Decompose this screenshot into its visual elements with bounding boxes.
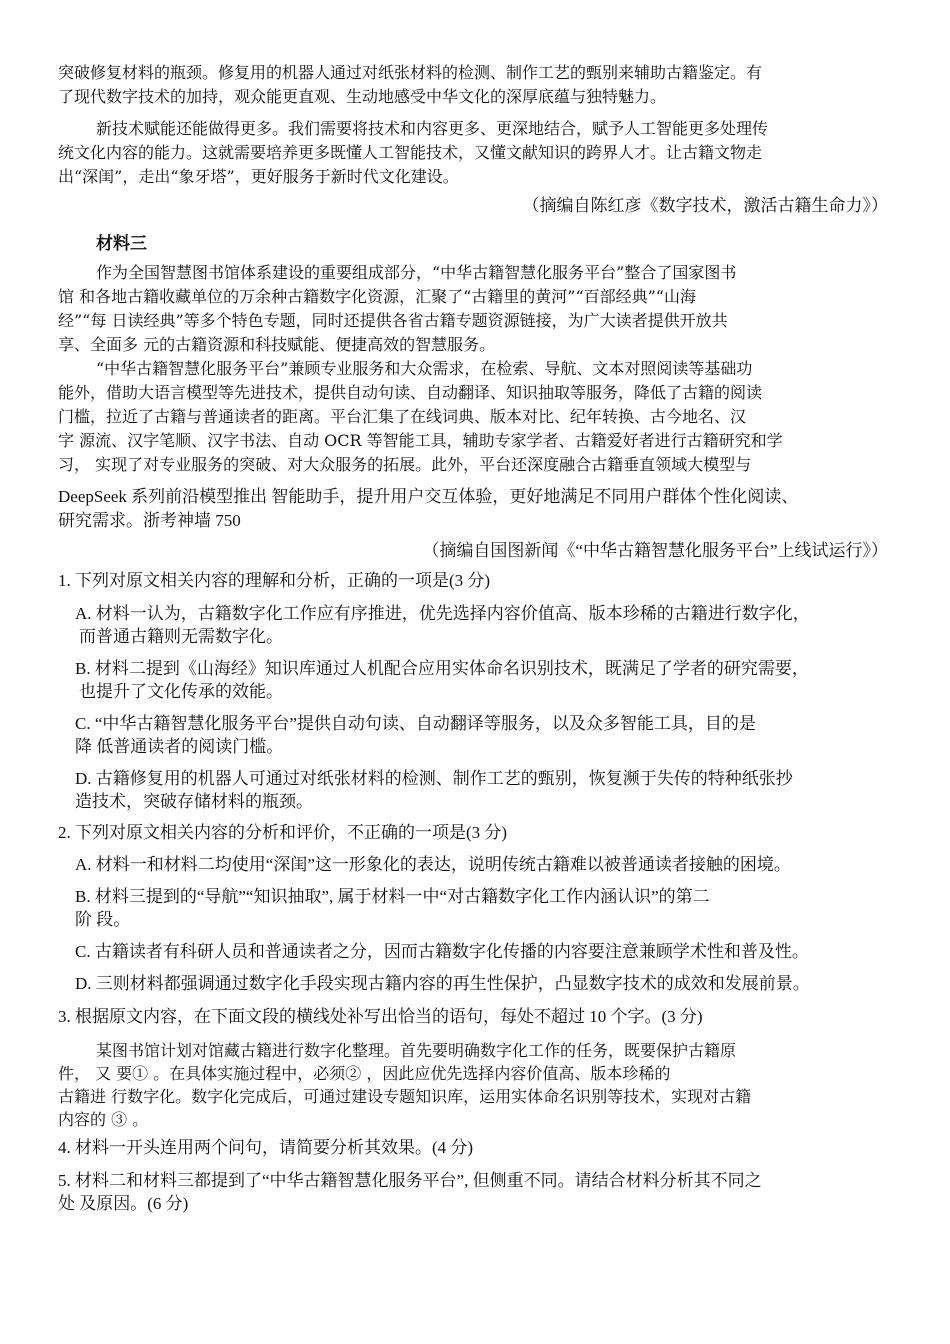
text-line: 经”“每 日读经典”等多个特色专题，同时还提供各省古籍专题资源链接，为广大读者提供开放共: [58, 311, 728, 330]
option-d: D. 三则材料都强调通过数字化手段实现古籍内容的再生性保护，凸显数字技术的成效和发展前景。: [75, 974, 810, 993]
text-line: 门槛，拉近了古籍与普通读者的距离。平台汇集了在线词典、版本对比、纪年转换、古今地名、汉: [58, 407, 747, 426]
text-line: 习， 实现了对专业服务的突破、对大众服务的拓展。此外，平台还深度融合古籍垂直领域大模型与: [58, 455, 752, 474]
question-stem: 1. 下列对原文相关内容的理解和分析，正确的一项是(3 分): [58, 571, 491, 590]
section-heading: 材料三: [96, 234, 147, 253]
text-line: 古籍进 行数字化。数字化完成后，可通过建设专题知识库，运用实体命名识别等技术，实现对古籍: [58, 1087, 752, 1106]
option-a: A. 材料一认为，古籍数字化工作应有序推进，优先选择内容价值高、版本珍稀的古籍进行数字化，: [75, 604, 810, 623]
text-line: 内容的 ③ 。: [58, 1110, 149, 1129]
text-line: 新技术赋能还能做得更多。我们需要将技术和内容更多、更深地结合，赋予人工智能更多处理传: [96, 119, 769, 138]
text-line: 突破修复材料的瓶颈。修复用的机器人通过对纸张材料的检测、制作工艺的甄别来辅助古籍鉴定。有: [58, 63, 763, 82]
text-line: 作为全国智慧图书馆体系建设的重要组成部分，“中华古籍智慧化服务平台”整合了国家图书: [96, 263, 737, 282]
question-stem: 4. 材料一开头连用两个问句，请简要分析其效果。(4 分): [58, 1138, 474, 1157]
text-line: 研究需求。浙考神墙 750: [58, 511, 241, 530]
source-citation: （摘编自国图新闻《“中华古籍智慧化服务平台”上线试运行》）: [422, 541, 888, 560]
source-citation: （摘编自陈红彦《数字技术，激活古籍生命力》）: [522, 196, 888, 215]
text-line: 了现代数字技术的加持，观众能更直观、生动地感受中华文化的深厚底蕴与独特魅力。: [58, 87, 667, 106]
option-c-cont: 降 低普通读者的阅读门槛。: [75, 737, 284, 756]
option-b: B. 材料三提到的“导航”“知识抽取”, 属于材料一中“对古籍数字化工作内涵认识”的第二: [75, 887, 710, 906]
text-line: 字 源流、汉字笔顺、汉字书法、自动 OCR 等智能工具，辅助专家学者、古籍爱好者进行古籍研究和学: [58, 431, 783, 450]
text-line: 件， 又 要① 。在具体实施过程中，必须② ，因此应优先选择内容价值高、版本珍稀的: [58, 1064, 671, 1083]
option-b: B. 材料二提到《山海经》知识库通过人机配合应用实体命名识别技术，既满足了学者的研究需要，: [75, 659, 809, 678]
question-stem: 2. 下列对原文相关内容的分析和评价，不正确的一项是(3 分): [58, 823, 508, 842]
option-d: D. 古籍修复用的机器人可通过对纸张材料的检测、制作工艺的甄别，恢复濒于失传的特种纸张抄: [75, 769, 793, 788]
text-line: 馆 和各地古籍收藏单位的万余种古籍数字化资源，汇聚了“古籍里的黄河”“百部经典”“山海: [58, 287, 696, 306]
option-d-cont: 造技术，突破存储材料的瓶颈。: [75, 792, 313, 811]
question-stem-cont: 处 及原因。(6 分): [58, 1194, 189, 1213]
option-a: A. 材料一和材料二均使用“深闺”这一形象化的表达，说明传统古籍难以被普通读者接触的困境。: [75, 855, 791, 874]
text-line: 享、全面多 元的古籍资源和科技赋能、便捷高效的智慧服务。: [58, 335, 496, 354]
option-c: C. “中华古籍智慧化服务平台”提供自动句读、自动翻译等服务，以及众多智能工具，目的是: [75, 714, 756, 733]
text-line: 能外，借助大语言模型等先进技术，提供自动句读、自动翻译、知识抽取等服务，降低了古籍的阅读: [58, 383, 763, 402]
question-stem: 3. 根据原文内容，在下面文段的横线处补写出恰当的语句，每处不超过 10 个字。(3 分): [58, 1007, 703, 1026]
option-b-cont: 阶 段。: [75, 910, 131, 929]
option-b-cont: 也提升了文化传承的效能。: [79, 682, 283, 701]
text-line: 统文化内容的能力。这就需要培养更多既懂人工智能技术，又懂文献知识的跨界人才。让古籍文物走: [58, 143, 763, 162]
text-line: 某图书馆计划对馆藏古籍进行数字化整理。首先要明确数字化工作的任务，既要保护古籍原: [96, 1041, 737, 1060]
text-line: 出“深闺”，走出“象牙塔”，更好服务于新时代文化建设。: [58, 167, 459, 186]
text-line: “中华古籍智慧化服务平台”兼顾专业服务和大众需求，在检索、导航、文本对照阅读等基础功: [96, 359, 753, 378]
text-line: DeepSeek 系列前沿模型推出 智能助手，提升用户交互体验，更好地满足不同用户群体个性化阅读、: [58, 487, 799, 506]
question-stem: 5. 材料二和材料三都提到了“中华古籍智慧化服务平台”, 但侧重不同。请结合材料分析其不同之: [58, 1171, 762, 1190]
option-a-cont: 而普通古籍则无需数字化。: [79, 627, 283, 646]
option-c: C. 古籍读者有科研人员和普通读者之分，因而古籍数字化传播的内容要注意兼顾学术性和普及性。: [75, 942, 809, 961]
